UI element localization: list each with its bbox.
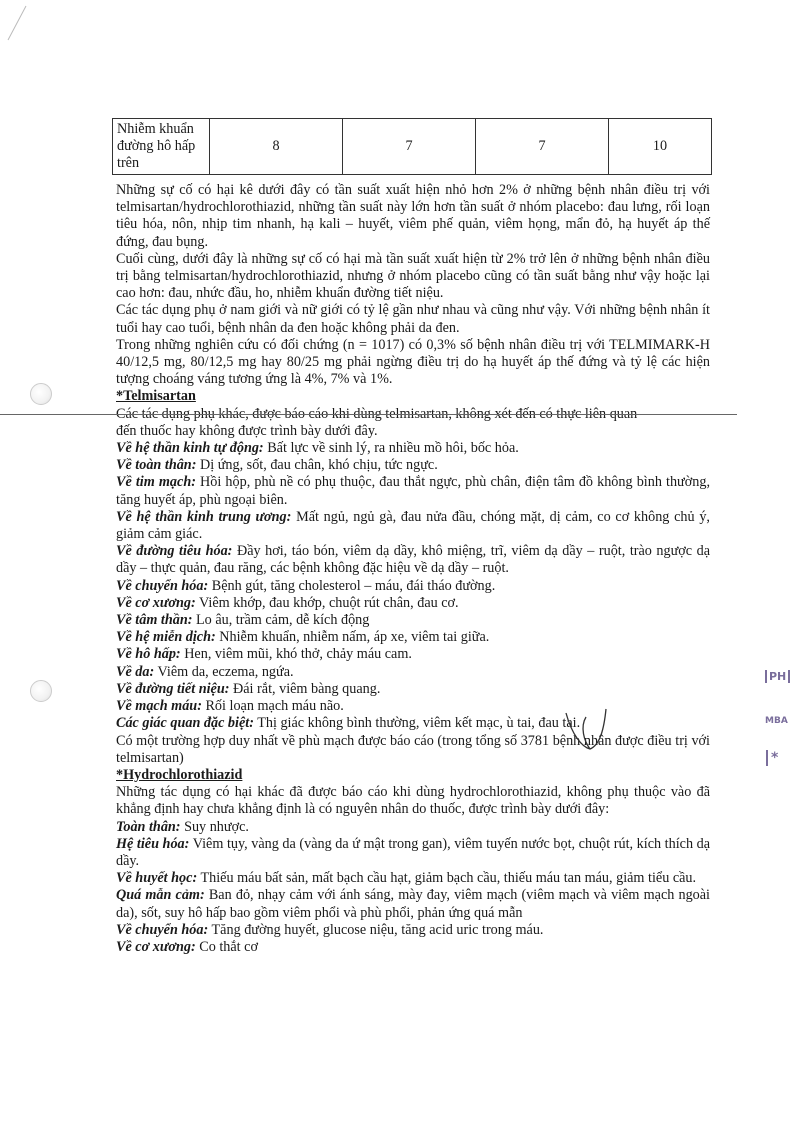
effect-item — [116, 474, 710, 508]
effect-description: Ban đỏ, nhạy cảm với ánh sáng, mày đay, viêm mạch (viêm mạch và viêm mạch ngoài da), sốt, suy hô hấp bao gồm viêm phổi và phù phổi, phản ứng quá mẫn — [116, 887, 710, 921]
telmisartan-effects-list — [116, 440, 710, 732]
effect-item — [116, 612, 710, 629]
effect-item — [116, 939, 710, 956]
paragraph: Những sự cố có hại kê dưới đây có tần suất xuất hiện nhỏ hơn 2% ở những bệnh nhân điều trị với telmisartan/hydrochlorothiazid, những tần suất này lớn hơn tần suất ở nhóm placebo: đau lưng, rối loạn tiêu hóa, nôn, nhịp tim nhanh, hạ kali – huyết, viêm phế quản, viêm họng, mẩn đỏ, hạ huyết áp thế đứng, đau bụng. — [116, 182, 710, 250]
effect-description: Viêm tụy, vàng da (vàng da ứ mật trong gan), viêm tuyến nước bọt, chuột rút, kích thích dạ dầy. — [116, 835, 710, 869]
stamp-text: * — [766, 750, 778, 766]
effect-item — [116, 715, 710, 732]
table-cell-value: 7 — [343, 119, 476, 175]
effect-description: Dị ứng, sốt, đau chân, khó chịu, tức ngực. — [196, 457, 438, 474]
effect-item — [116, 543, 710, 577]
effect-item — [116, 509, 710, 543]
table-cell-value: 7 — [476, 119, 609, 175]
stamp-fragment — [765, 670, 790, 683]
section-heading-telmisartan: *Telmisartan — [116, 388, 196, 405]
struck-line: Các tác dụng phụ khác, được báo cáo khi dùng telmisartan, không xét đến có thực liên quan — [116, 405, 638, 422]
table-row — [113, 119, 712, 175]
effect-item — [116, 819, 710, 836]
effect-description: Hồi hộp, phù nề có phụ thuộc, đau thắt ngực, phù chân, điện tâm đồ không bình thường, tăng huyết áp, phù ngoại biên. — [116, 474, 710, 508]
hydrochlorothiazid-effects-list — [116, 819, 710, 957]
effect-term: Về hệ thần kinh trung ương: — [116, 508, 292, 525]
effect-term: Về cơ xương: — [116, 594, 196, 611]
effect-item — [116, 870, 710, 887]
effect-term: Về tim mạch: — [116, 474, 196, 491]
effect-description: Đái rắt, viêm bàng quang. — [229, 680, 381, 697]
adverse-events-table — [112, 118, 712, 175]
effect-term: Hệ tiêu hóa: — [116, 835, 190, 852]
effect-description: Bất lực về sinh lý, ra nhiều mồ hôi, bốc hỏa. — [263, 440, 519, 457]
paragraph — [116, 406, 710, 440]
effect-description: Thị giác không bình thường, viêm kết mạc, ù tai, đau tai. — [253, 715, 581, 732]
effect-description: Rối loạn mạch máu não. — [201, 698, 344, 715]
effect-description: Lo âu, trầm cảm, dễ kích động — [192, 612, 370, 629]
effect-term: Toàn thân: — [116, 818, 181, 835]
table-cell-value: 10 — [609, 119, 712, 175]
main-content — [116, 182, 710, 956]
paragraph: Có một trường hợp duy nhất về phù mạch được báo cáo (trong tổng số 3781 bệnh nhân được điều trị với telmisartan) — [116, 732, 710, 766]
effect-item — [116, 887, 710, 921]
effect-item — [116, 595, 710, 612]
effect-term: Về toàn thân: — [116, 457, 197, 474]
paragraph: Cuối cùng, dưới đây là những sự cố có hại mà tần suất xuất hiện từ 2% trở lên ở những bệnh nhân điều trị bằng telmisartan/hydrochlorothiazid, nhưng ở nhóm placebo cũng có tần suất bằng như vậy hoặc lại cao hơn: đau, nhức đầu, ho, nhiễm khuẩn đường tiết niệu. — [116, 250, 710, 302]
effect-description: Mất ngủ, ngủ gà, đau nửa đầu, chóng mặt, dị cảm, co cơ không chủ ý, giảm cảm giác. — [116, 508, 710, 543]
effect-description: Co thắt cơ — [195, 938, 258, 955]
effect-term: Về cơ xương: — [116, 938, 196, 955]
effect-item — [116, 457, 710, 474]
handwritten-initial-mark — [560, 705, 610, 755]
stamp-text: MBA — [765, 716, 788, 726]
table-cell-value: 8 — [210, 119, 343, 175]
effect-item — [116, 681, 710, 698]
effect-item — [116, 698, 710, 715]
effect-term: Về hô hấp: — [116, 646, 181, 663]
paragraph: Những tác dụng có hại khác đã được báo cáo khi dùng hydrochlorothiazid, không phụ thuộc vào đã khẳng định hay chưa khẳng định là có nguyên nhân do thuốc, được trình bày dưới đây: — [116, 784, 710, 818]
stamp-text: PH — [765, 670, 790, 683]
section-heading-hydrochlorothiazid: *Hydrochlorothiazid — [116, 766, 243, 783]
effect-item — [116, 922, 710, 939]
text-line: đến thuốc hay không được trình bày dưới đây. — [116, 422, 378, 439]
row-label-line: trên — [117, 155, 140, 171]
stamp-fragment — [765, 716, 788, 726]
effect-term: Về hệ miễn dịch: — [116, 629, 216, 646]
effect-item — [116, 646, 710, 663]
effect-item — [116, 578, 710, 595]
effect-term: Về chuyển hóa: — [116, 577, 209, 594]
effect-description: Viêm khớp, đau khớp, chuột rút chân, đau cơ. — [195, 594, 459, 611]
table-cell-label — [113, 119, 210, 175]
effect-description: Thiếu máu bất sản, mất bạch cầu hạt, giảm bạch cầu, thiếu máu tan máu, giảm tiểu cầu. — [197, 870, 697, 887]
effect-term: Về da: — [116, 663, 155, 680]
effect-term: Về huyết học: — [116, 870, 198, 887]
effect-term: Quá mẫn cảm: — [116, 887, 205, 904]
effect-description: Viêm da, eczema, ngứa. — [154, 663, 294, 680]
effect-term: Về đường tiêu hóa: — [116, 543, 233, 560]
effect-description: Bệnh gút, tăng cholesterol – máu, đái tháo đường. — [208, 577, 496, 594]
effect-term: Về mạch máu: — [116, 698, 202, 715]
binder-hole-mark — [30, 383, 52, 405]
binder-hole-mark — [30, 680, 52, 702]
effect-description: Tăng đường huyết, glucose niệu, tăng acid uric trong máu. — [208, 921, 544, 938]
row-label-line: Nhiễm khuẩn — [117, 121, 194, 137]
effect-description: Hen, viêm mũi, khó thở, chảy máu cam. — [180, 646, 412, 663]
effect-term: Các giác quan đặc biệt: — [116, 715, 254, 732]
row-label-line: đường hô hấp — [117, 138, 196, 154]
corner-scratch-mark — [4, 2, 34, 42]
effect-term: Về chuyển hóa: — [116, 921, 209, 938]
stamp-fragment — [766, 750, 778, 766]
effect-item — [116, 664, 710, 681]
effect-description: Suy nhược. — [180, 818, 249, 835]
paragraph: Trong những nghiên cứu có đối chứng (n = 1017) có 0,3% số bệnh nhân điều trị với TELMIMARK-H 40/12,5 mg, 80/12,5 mg hay 80/25 mg phải ngừng điều trị do hạ huyết áp thế đứng và tỷ lệ các hiện tượng choáng váng tương ứng là 4%, 7% và 1%. — [116, 336, 710, 388]
effect-description: Đầy hơi, táo bón, viêm dạ dầy, khô miệng, trĩ, viêm dạ dầy – ruột, trào ngược dạ dầy – thực quản, đau răng, các bệnh không đặc hiệu về dạ dầy – ruột. — [116, 543, 711, 577]
effect-term: Về hệ thần kinh tự động: — [116, 440, 264, 457]
paragraph: Các tác dụng phụ ở nam giới và nữ giới có tỷ lệ gần như nhau và cũng như vậy. Với những bệnh nhân ít tuổi hay cao tuổi, bệnh nhân da đen hoặc không phải da đen. — [116, 302, 710, 336]
effect-item — [116, 629, 710, 646]
effect-description: Nhiễm khuẩn, nhiễm nấm, áp xe, viêm tai giữa. — [215, 629, 490, 646]
effect-term: Về đường tiết niệu: — [116, 680, 230, 697]
effect-term: Về tâm thần: — [116, 612, 193, 629]
effect-item — [116, 440, 710, 457]
effect-item — [116, 836, 710, 870]
